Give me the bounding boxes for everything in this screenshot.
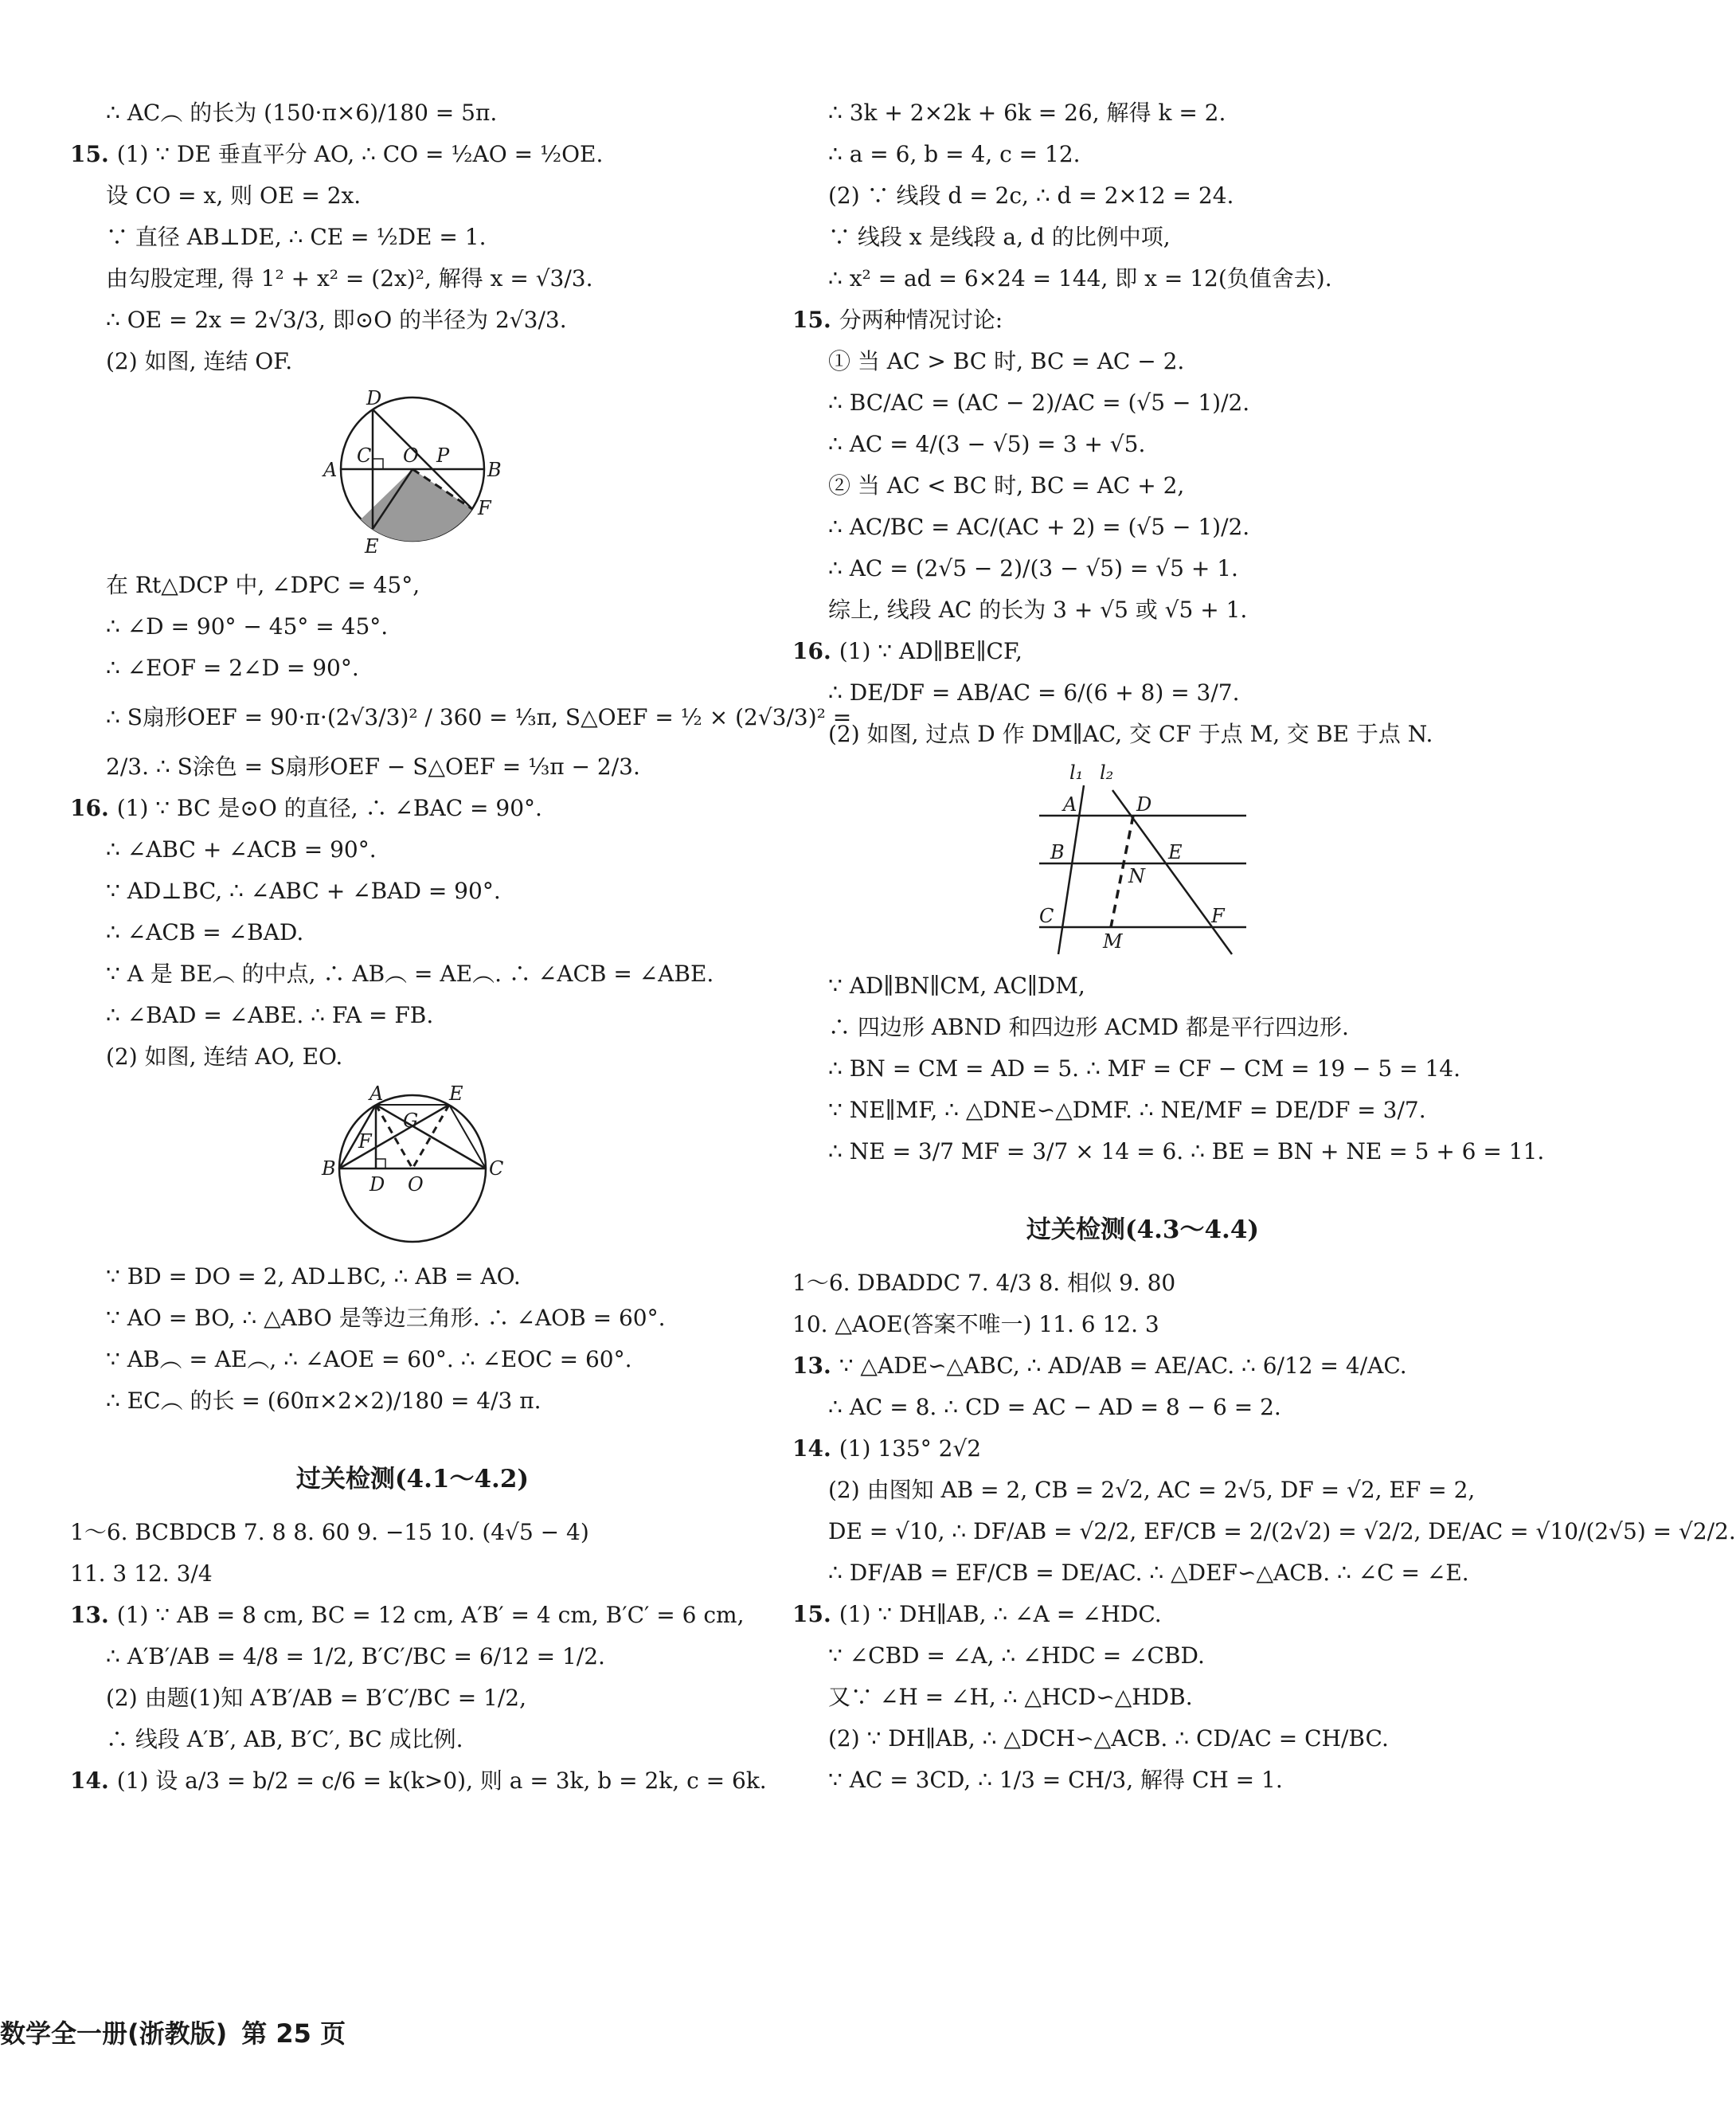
question-15-line — [70, 137, 755, 172]
solution-line: ∴ EC︵ 的长 = (60π×2×2)/180 = 4/3 π. — [106, 1388, 542, 1414]
solution-line: (2) 由题(1)知 A′B′/AB = B′C′/BC = 1/2, — [106, 1685, 527, 1711]
left-column — [70, 96, 852, 1805]
solution-line: ∴ 3k + 2×2k + 6k = 26, 解得 k = 2. — [828, 100, 1226, 126]
solution-text: (1) ∵ AB = 8 cm, BC = 12 cm, A′B′ = 4 cm, B′C′ = 6 cm, — [116, 1602, 745, 1628]
solution-line: 设 CO = x, 则 OE = 2x. — [106, 182, 362, 209]
solution-text: ∵ △ADE∽△ABC, ∴ AD/AB = AE/AC. ∴ 6/12 = 4/AC. — [839, 1352, 1407, 1379]
solution-line: (2) ∵ 线段 d = 2c, ∴ d = 2×12 = 24. — [828, 182, 1234, 209]
solution-line: (2) 如图, 连结 OF. — [106, 348, 293, 374]
right-angle-mark — [373, 459, 383, 469]
label-f: F — [478, 497, 491, 519]
solution-line: ∴ AC = (2√5 − 2)/(3 − √5) = √5 + 1. — [828, 555, 1238, 581]
solution-line: (2) 如图, 过点 D 作 DM∥AC, 交 CF 于点 M, 交 BE 于点 N. — [828, 721, 1433, 747]
label-o: O — [408, 1173, 424, 1196]
solution-line: ∴ BC/AC = (AC − 2)/AC = (√5 − 1)/2. — [828, 389, 1250, 416]
label-d: D — [366, 387, 382, 409]
solution-line: ∴ ∠D = 90° − 45° = 45°. — [106, 613, 389, 640]
label-a: A — [369, 1082, 384, 1105]
solution-text: (1) ∵ DE 垂直平分 AO, ∴ CO = ½AO = ½OE. — [116, 141, 604, 167]
solution-line: ∴ NE = 3/7 MF = 3/7 × 14 = 6. ∴ BE = BN + NE = 5 + 6 = 11. — [828, 1138, 1545, 1165]
label-m: M — [1103, 930, 1123, 953]
label-e: E — [365, 535, 379, 558]
right-column — [792, 96, 1736, 1804]
solution-line: ① 当 AC > BC 时, BC = AC − 2. — [828, 348, 1185, 374]
solution-line: ② 当 AC < BC 时, BC = AC + 2, — [828, 472, 1185, 499]
solution-line: ∴ ∠EOF = 2∠D = 90°. — [106, 655, 359, 681]
label-a: A — [1063, 793, 1077, 816]
section-heading: 过关检测(4.1～4.2) — [295, 1465, 530, 1493]
solution-line: ∴ ∠ACB = ∠BAD. — [106, 919, 304, 945]
label-a: A — [323, 459, 338, 481]
solution-line: ∵ BD = DO = 2, AD⊥BC, ∴ AB = AO. — [106, 1263, 521, 1290]
solution-line: ∴ a = 6, b = 4, c = 12. — [828, 141, 1081, 167]
page-number: 第 25 页 — [241, 2018, 346, 2049]
solution-line: ∴ DE/DF = AB/AC = 6/(6 + 8) = 3/7. — [828, 679, 1240, 706]
shaded-sector — [361, 469, 472, 542]
solution-line: ∵ NE∥MF, ∴ △DNE∽△DMF. ∴ NE/MF = DE/DF = 3/7. — [828, 1097, 1426, 1123]
solution-line: ∴ S扇形OEF = 90·π·(2√3/3)² / 360 = ⅓π, S△OEF = ½ × (2√3/3)² = — [106, 704, 852, 730]
label-c: C — [1039, 905, 1054, 927]
question-13-line — [70, 1598, 755, 1633]
circle-figure-q15 — [309, 386, 516, 557]
label-n: N — [1128, 865, 1145, 887]
parallel-lines-figure — [1023, 758, 1262, 957]
label-d: D — [369, 1173, 385, 1196]
solution-line: ∴ AC = 8. ∴ CD = AC − AD = 8 − 6 = 2. — [828, 1394, 1281, 1420]
question-number: 15. — [792, 1601, 831, 1627]
solution-line: ∵ AC = 3CD, ∴ 1/3 = CH/3, 解得 CH = 1. — [828, 1767, 1283, 1793]
question-number: 16. — [792, 638, 831, 664]
solution-line: 在 Rt△DCP 中, ∠DPC = 45°, — [106, 572, 420, 598]
question-number: 16. — [70, 795, 109, 821]
question-14-line — [70, 1763, 767, 1799]
solution-line: ∴ 四边形 ABND 和四边形 ACMD 都是平行四边形. — [828, 1014, 1349, 1040]
solution-line: ∴ AC︵ 的长为 (150·π×6)/180 = 5π. — [106, 100, 498, 126]
answer-line: 1～6. DBADDC 7. 4/3 8. 相似 9. 80 — [792, 1270, 1176, 1296]
solution-line: ∴ A′B′/AB = 4/8 = 1/2, B′C′/BC = 6/12 = 1/2. — [106, 1643, 605, 1670]
question-14-line — [792, 1431, 1493, 1466]
label-o: O — [403, 444, 419, 467]
solution-line: ∴ AC = 4/(3 − √5) = 3 + √5. — [828, 431, 1146, 457]
label-c: C — [489, 1157, 504, 1180]
solution-line: (2) 由图知 AB = 2, CB = 2√2, AC = 2√5, DF = √2, EF = 2, — [828, 1477, 1476, 1503]
solution-line: 2/3. ∴ S涂色 = S扇形OEF − S△OEF = ⅓π − 2/3. — [106, 754, 640, 780]
solution-text: (1) 设 a/3 = b/2 = c/6 = k(k>0), 则 a = 3k, b = 2k, c = 6k. — [116, 1767, 767, 1794]
book-title: 数学全一册(浙教版) — [0, 2018, 228, 2049]
solution-line: ∴ 线段 A′B′, AB, B′C′, BC 成比例. — [106, 1726, 463, 1752]
question-16-line — [70, 791, 755, 826]
question-number: 13. — [70, 1602, 109, 1628]
solution-text: (1) ∵ AD∥BE∥CF, — [839, 638, 1022, 664]
solution-line: ∵ 直径 AB⊥DE, ∴ CE = ½DE = 1. — [106, 224, 487, 250]
solution-line: ∵ AD∥BN∥CM, AC∥DM, — [828, 973, 1085, 999]
page-footer — [0, 2014, 346, 2050]
solution-line: ∴ ∠BAD = ∠ABE. ∴ FA = FB. — [106, 1002, 434, 1028]
question-number: 13. — [792, 1352, 831, 1379]
label-f: F — [358, 1130, 372, 1153]
label-p: P — [436, 444, 450, 467]
answer-line: 10. △AOE(答案不唯一) 11. 6 12. 3 — [792, 1311, 1159, 1337]
solution-line: 由勾股定理, 得 1² + x² = (2x)², 解得 x = √3/3. — [106, 265, 593, 292]
solution-line: DE = √10, ∴ DF/AB = √2/2, EF/CB = 2/(2√2) = √2/2, DE/AC = √10/(2√5) = √2/2. — [828, 1518, 1736, 1544]
label-b: B — [487, 459, 502, 481]
label-l1: l₁ — [1069, 761, 1084, 784]
question-16-line — [792, 634, 1493, 669]
solution-line: ∵ AB︵ = AE︵, ∴ ∠AOE = 60°. ∴ ∠EOC = 60°. — [106, 1346, 632, 1372]
question-number: 15. — [70, 141, 109, 167]
solution-line: ∴ AC/BC = AC/(AC + 2) = (√5 − 1)/2. — [828, 514, 1250, 540]
solution-line: ∴ DF/AB = EF/CB = DE/AC. ∴ △DEF∽△ACB. ∴ ∠C = ∠E. — [828, 1560, 1469, 1586]
solution-text: (1) ∵ BC 是⊙O 的直径, ∴ ∠BAC = 90°. — [116, 795, 542, 821]
solution-text: (1) 135° 2√2 — [839, 1435, 982, 1462]
solution-line: 综上, 线段 AC 的长为 3 + √5 或 √5 + 1. — [828, 597, 1248, 623]
answer-line: 1～6. BCBDCB 7. 8 8. 60 9. −15 10. (4√5 − 4) — [70, 1519, 589, 1545]
solution-line: ∵ 线段 x 是线段 a, d 的比例中项, — [828, 224, 1171, 250]
answer-line: 11. 3 12. 3/4 — [70, 1560, 213, 1587]
label-c: C — [357, 444, 372, 467]
solution-line: ∵ A 是 BE︵ 的中点, ∴ AB︵ = AE︵. ∴ ∠ACB = ∠ABE. — [106, 961, 714, 987]
label-b: B — [322, 1157, 336, 1180]
label-l2: l₂ — [1100, 761, 1114, 784]
question-number: 14. — [792, 1435, 831, 1462]
solution-line: ∴ BN = CM = AD = 5. ∴ MF = CF − CM = 19 − 5 = 14. — [828, 1055, 1460, 1082]
solution-line: ∴ x² = ad = 6×24 = 144, 即 x = 12(负值舍去). — [828, 265, 1332, 292]
label-e: E — [1168, 841, 1183, 863]
question-13-line — [792, 1349, 1493, 1384]
section-heading: 过关检测(4.3～4.4) — [1026, 1215, 1260, 1244]
question-15-line — [792, 303, 1493, 338]
label-d: D — [1136, 793, 1152, 816]
question-15-line — [792, 1597, 1493, 1632]
right-angle-mark — [376, 1159, 385, 1168]
label-e: E — [449, 1082, 463, 1105]
solution-line: ∴ ∠ABC + ∠ACB = 90°. — [106, 836, 377, 863]
label-b: B — [1050, 841, 1065, 863]
solution-line: (2) 如图, 连结 AO, EO. — [106, 1043, 343, 1070]
solution-line: ∵ AD⊥BC, ∴ ∠ABC + ∠BAD = 90°. — [106, 878, 501, 904]
circle-figure-q16 — [309, 1081, 516, 1248]
solution-line: ∵ ∠CBD = ∠A, ∴ ∠HDC = ∠CBD. — [828, 1642, 1205, 1669]
solution-line: (2) ∵ DH∥AB, ∴ △DCH∽△ACB. ∴ CD/AC = CH/BC. — [828, 1725, 1389, 1752]
question-number: 15. — [792, 307, 831, 333]
solution-line: ∴ OE = 2x = 2√3/3, 即⊙O 的半径为 2√3/3. — [106, 307, 567, 333]
solution-text: 分两种情况讨论: — [839, 307, 1003, 333]
label-g: G — [403, 1110, 419, 1132]
question-number: 14. — [70, 1767, 109, 1794]
solution-line: 又∵ ∠H = ∠H, ∴ △HCD∽△HDB. — [828, 1684, 1193, 1710]
label-f: F — [1211, 905, 1225, 927]
solution-line: ∵ AO = BO, ∴ △ABO 是等边三角形. ∴ ∠AOB = 60°. — [106, 1305, 666, 1331]
solution-text: (1) ∵ DH∥AB, ∴ ∠A = ∠HDC. — [839, 1601, 1162, 1627]
